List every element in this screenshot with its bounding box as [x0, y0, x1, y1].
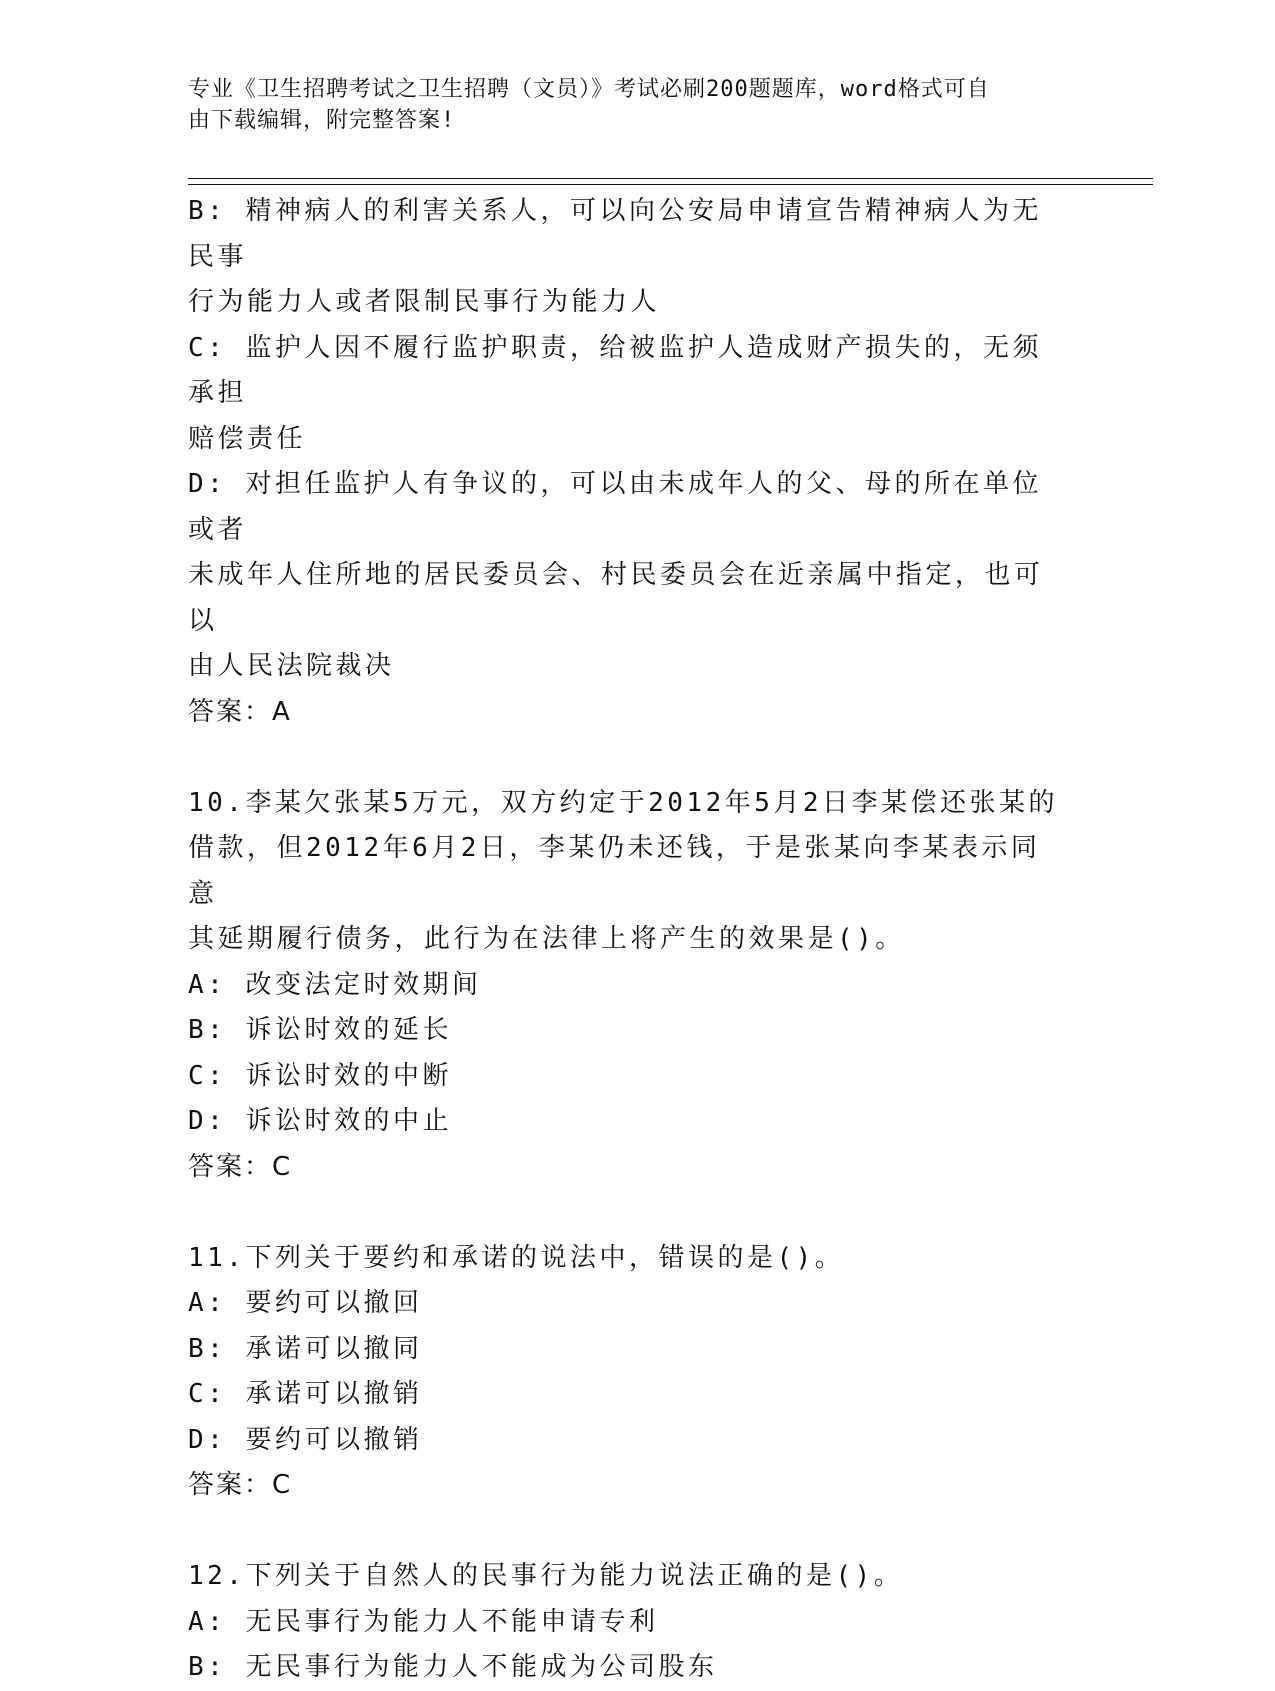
- option-b-line-2: 行为能力人或者限制民事行为能力人: [188, 287, 661, 317]
- option-c: C: 诉讼时效的中断: [188, 1060, 452, 1091]
- answer-label: 答案：C: [188, 1470, 293, 1500]
- header-divider-top: [188, 178, 1153, 179]
- answer-label: 答案：C: [188, 1151, 293, 1182]
- option-a: A: 无民事行为能力人不能申请专利: [188, 1606, 659, 1637]
- option-d-line-2: 未成年人住所地的居民委员会、村民委员会在近亲属中指定，也可以: [188, 560, 1044, 636]
- option-b: B: 无民事行为能力人不能成为公司股东: [188, 1652, 718, 1682]
- option-d: D: 诉讼时效的中止: [188, 1106, 452, 1136]
- question-stem: 12.下列关于自然人的民事行为能力说法正确的是()。: [188, 1561, 904, 1591]
- spacer: [188, 1190, 1068, 1236]
- option-b: B: 承诺可以撤同: [188, 1333, 423, 1364]
- option-c: C: 承诺可以撤销: [188, 1379, 423, 1409]
- header-line-1: 专业《卫生招聘考试之卫生招聘（文员）》考试必刷200题题库，word格式可自: [188, 77, 990, 102]
- document-header: [188, 74, 1068, 136]
- option-d: D: 要约可以撤销: [188, 1424, 423, 1455]
- spacer: [188, 1509, 1068, 1555]
- option-d-line-3: 由人民法院裁决: [188, 651, 395, 681]
- question-9-tail: [188, 189, 1068, 735]
- option-d-line-1: D: 对担任监护人有争议的，可以由未成年人的父、母的所在单位或者: [188, 469, 1042, 545]
- option-c-line-1: C: 监护人因不履行监护职责，给被监护人造成财产损失的，无须承担: [188, 332, 1042, 408]
- question-12: [188, 1554, 1068, 1691]
- question-stem-line-2: 借款，但2012年6月2日，李某仍未还钱，于是张某向李某表示同意: [188, 833, 1041, 909]
- option-a: A: 改变法定时效期间: [188, 969, 482, 1000]
- question-content: [188, 189, 1068, 1691]
- option-c-line-2: 赔偿责任: [188, 423, 307, 454]
- question-stem-line-1: 10.李某欠张某5万元，双方约定于2012年5月2日李某偿还张某的: [188, 787, 1059, 818]
- header-line-2: 由下载编辑，附完整答案!: [188, 108, 456, 133]
- question-stem-line-3: 其延期履行债务，此行为在法律上将产生的效果是()。: [188, 924, 905, 954]
- spacer: [188, 735, 1068, 781]
- answer-label: 答案：A: [188, 696, 292, 727]
- question-stem: 11.下列关于要约和承诺的说法中，错误的是()。: [188, 1242, 845, 1273]
- option-b: B: 诉讼时效的延长: [188, 1015, 452, 1045]
- option-b-line-1: B: 精神病人的利害关系人，可以向公安局申请宣告精神病人为无民事: [188, 196, 1042, 272]
- header-divider-bottom: [188, 184, 1153, 185]
- question-10: [188, 781, 1068, 1191]
- question-11: [188, 1236, 1068, 1509]
- option-a: A: 要约可以撤回: [188, 1288, 423, 1318]
